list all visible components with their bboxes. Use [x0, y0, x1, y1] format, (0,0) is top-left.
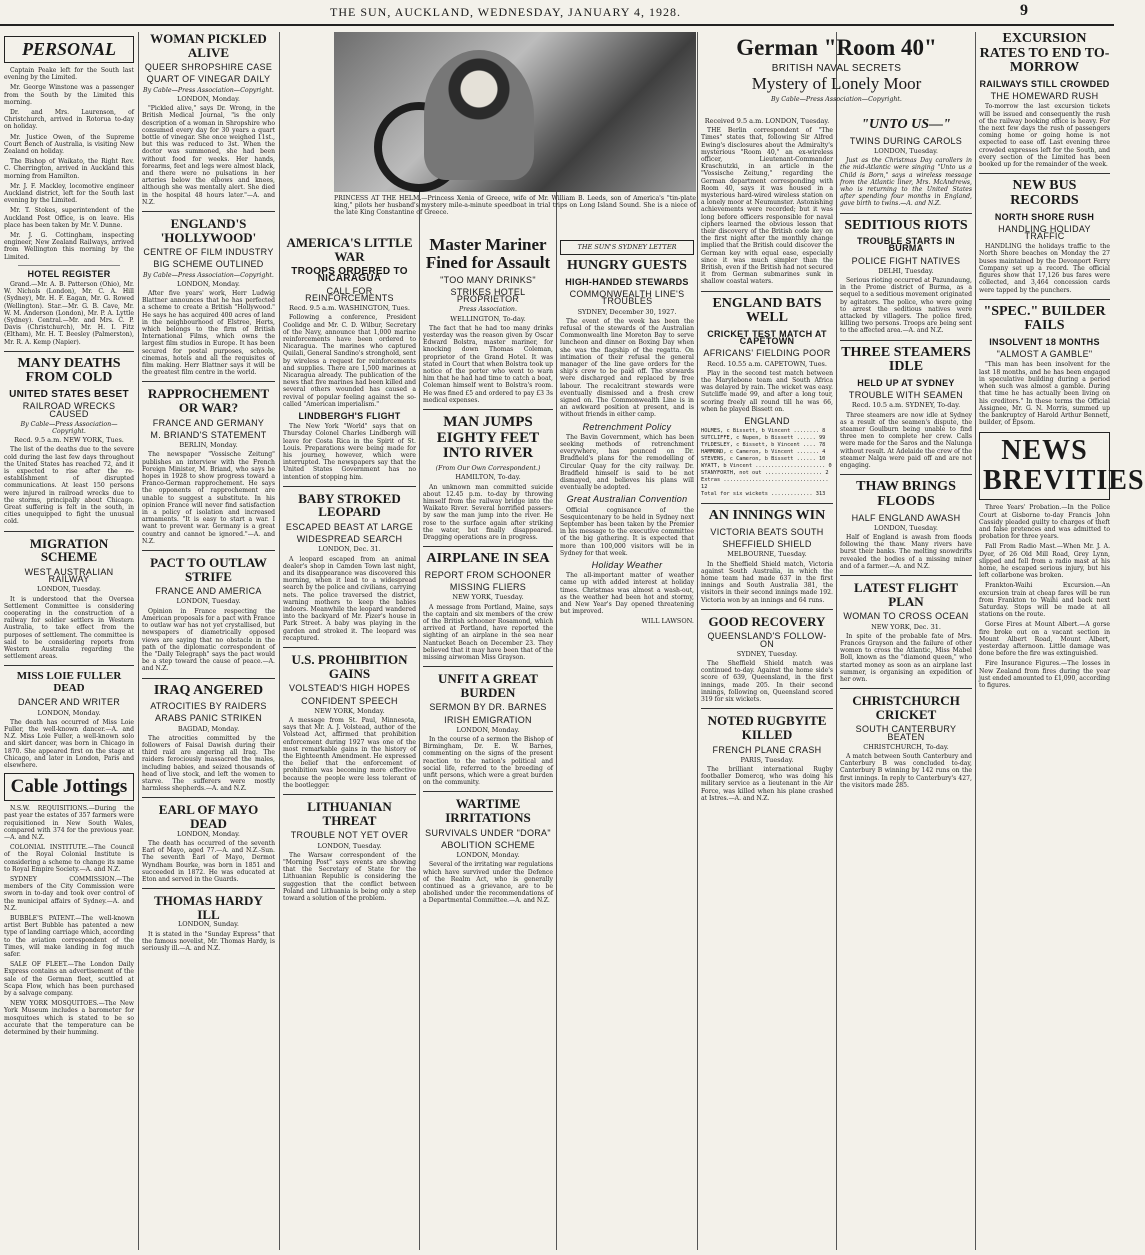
mariner-subhead-2: STRIKES HOTEL PROPRIETOR: [450, 286, 526, 305]
divider: [142, 381, 275, 382]
iraq-dateline: BAGDAD, Monday.: [177, 724, 240, 733]
england-bats-body: Play in the second test match between the Marylebone team and South Africa was delayed by rain. The wicket was easy. Sutcliffe made 99, and after a long tour, scoring freely all round till he was 66, when he played Bissett on.: [701, 369, 833, 413]
mariner-dateline: WELLINGTON, To-day.: [450, 314, 526, 323]
divider: [142, 211, 275, 212]
builder-subhead-2: "ALMOST A GAMBLE": [996, 349, 1093, 360]
prohibition-body: A message from St. Paul, Minnesota, says that Mr. A. J. Volstead, author of the Volstead Act, affirmed that prohibition enforcement during 1927 was one of the most remarkable gains in the history of the Eighteenth Amendment. He expressed the belief that the enforcement of prohibition was becoming more effective because the people were less tolerant of the bootlegger.: [283, 716, 416, 789]
hotel-body: Grand.—Mr. A. B. Patterson (Ohio), Mr. W. Nichols (London), Mr. C. A. Hill (Sydney), Mr. H. F. Eagan, Mr. G. Rowed (Wellington). Star.—Mr. G. B. Cave, Mr. W. M. Anderson (London), Mr. P. A. Lyttle (Sydney). Central.—Mr. and Mrs. C. P. Davis (Christchurch), Mr. H. I. Fitz (Eltham), Mr. H. T. Beesley (Palmerston), Mr. R. A. Kemp (Napier).: [4, 280, 134, 346]
hardy-headline: THOMAS HARDY ILL: [154, 893, 263, 922]
prohibition-dateline: NEW YORK, Monday.: [314, 706, 385, 715]
hollywood-subhead: CENTRE OF FILM INDUSTRY: [143, 247, 274, 258]
floods-body: Half of England is awash from floods following the thaw. Many rivers have burst their banks. The melting snowdrifts revealed the bodies of a missing miner and of a farmer.—A. and N.Z.: [840, 534, 972, 570]
cable-item: BUBBLE'S PATENT.—The well-known artist Bert Bubble has patented a new type of landing carriage which, according to the aviation correspondent of the Times, will make landing in fog much safer.: [4, 915, 134, 959]
river-dateline: HAMILTON, To-day.: [455, 473, 521, 482]
leopard-subhead-2: WIDESPREAD SEARCH: [296, 534, 403, 545]
mayo-body: The death has occurred of the seventh Earl of Mayo, aged 77.—A. and N.Z.-Sun. The seventh Earl of Mayo, Dermot Wyndham Bourke, was born in 1851 and succeeded in 1872. He was educated at Eton and served in the Guards.: [142, 839, 275, 883]
england-bats-dateline: Recd. 10.55 a.m. CAPETOWN, Tues.: [707, 359, 827, 368]
recovery-headline: GOOD RECOVERY: [708, 613, 826, 629]
wartime-body: Several of the irritating war regulations which have survived under the Defence of the Realm Act, who is generally continued as a grievance, are to be abolished under the recommendations of a Departmental Committee.—A. and N.Z.: [423, 861, 553, 905]
hotel-heading: HOTEL REGISTER: [27, 268, 111, 279]
mariner-subhead: "TOO MANY DRINKS": [440, 274, 536, 285]
convention-heading: Great Australian Convention: [566, 494, 688, 505]
floods-subhead: HALF ENGLAND AWASH: [851, 512, 961, 523]
divider: [840, 575, 972, 576]
personal-item: Mr. T. Stokes, superintendent of the Auckland Post Office, is on leave. His place has been taken by Mr. V. Dunne.: [4, 207, 134, 229]
score-row: STANYFORTH, not out .................. 2: [701, 470, 829, 477]
prohibition-headline: U.S. PROHIBITION GAINS: [291, 652, 408, 681]
photo-caption: PRINCESS AT THE HELM.—Princess Xenia of Greece, wife of Mr. William B. Leeds, son of America's "tin-plate king," pilots her husband's mystery mile-a-minute speedboat in trial trips on Long Island Sound. She is a niece of the late King Constantine of Greece.: [334, 195, 696, 217]
airplane-dateline: NEW YORK, Tuesday.: [452, 593, 524, 602]
room40-byline: By Cable—Press Association—Copyright.: [771, 96, 902, 104]
divider: [840, 340, 972, 341]
deaths-subhead: UNITED STATES BESET: [9, 389, 129, 401]
fuller-dateline: LONDON, Monday.: [37, 708, 101, 717]
brevity-item: Frankton-Waihi Excursion.—An excursion train at cheap fares will be run from Frankton to Waihi and back next Saturday. Stops will be made at all stations on the route.: [979, 582, 1110, 619]
retrenchment-heading: Retrenchment Policy: [582, 421, 672, 432]
pact-headline: PACT TO OUTLAW STRIFE: [150, 555, 267, 584]
column-1: [4, 32, 134, 1250]
pickled-byline: By Cable—Press Association—Copyright.: [143, 86, 274, 94]
fuller-headline: MISS LOIE FULLER DEAD: [16, 670, 122, 694]
flight-subhead: WOMAN TO CROSS OCEAN: [843, 611, 969, 622]
personal-section: [4, 36, 134, 63]
iraq-headline: IRAQ ANGERED: [153, 682, 264, 698]
bus-subhead: NORTH SHORE RUSH: [994, 211, 1095, 222]
column-6: [701, 118, 833, 1250]
personal-heading: PERSONAL: [21, 39, 117, 59]
divider: [840, 474, 972, 475]
column-rule: [975, 32, 976, 1250]
steamers-subhead: HELD UP AT SYDNEY: [857, 378, 955, 389]
column-2: [142, 32, 275, 1250]
innings-headline: AN INNINGS WIN: [708, 508, 826, 524]
america-dateline: Recd. 9.5 a.m. WASHINGTON, Tues.: [289, 304, 410, 313]
princess-figure-illustration: [424, 50, 534, 180]
room40-subhead: BRITISH NAVAL SECRETS: [771, 63, 902, 75]
bus-subhead-2: HANDLING HOLIDAY TRAFFIC: [998, 223, 1091, 242]
hungry-body: The event of the week has been the refusal of the stewards of the Australian Commonwealth line Moreton Bay to serve luncheon and dinner on Boxing Day when she was the flagship of the regatta. On intimation of their refusal the general manager of the line gave orders for the ship's crew to be paid off. The stewards were discharged and replaced by free labour. The recalcitrant stewards were eventually dismissed and a fresh crew signed on. The Commonwealth Line is in an awkward position at present, and is without friends in either camp.: [560, 317, 694, 419]
hungry-headline: HUNGRY GUESTS: [567, 258, 687, 274]
excursion-subhead-2: THE HOMEWARD RUSH: [990, 91, 1099, 102]
cable-item: NEW YORK MOSQUITOES.—The New York Museum includes a barometer for mosquitoes which is stated to be so accurate that the temperature can be determined by their humming.: [4, 1000, 134, 1037]
personal-item: Mr. George Winstone was a passenger from the South by the Limited this morning.: [4, 84, 134, 106]
personal-item: Captain Peake left for the South last evening by the Limited.: [4, 66, 134, 82]
photo-image: [334, 32, 696, 192]
mayo-headline: EARL OF MAYO DEAD: [158, 802, 259, 832]
cricket-subhead: SOUTH CANTERBURY BEATEN: [855, 724, 957, 742]
hungry-dateline: SYDNEY, December 30, 1927.: [577, 307, 677, 316]
pact-subhead: FRANCE AND AMERICA: [155, 586, 262, 597]
prohibition-subhead: VOLSTEAD'S HIGH HOPES: [288, 683, 411, 694]
hardy-dateline: LONDON, Sunday.: [177, 920, 239, 929]
prohibition-subhead-2: CONFIDENT SPEECH: [301, 695, 398, 706]
riots-body: Serious rioting occurred at Pazundaung, in the Prome district of Burma, as a sequel to a seditious movement originated by agitators. The police, who were going to arrest the seditious natives were attacked by villagers. The police fired, killing two persons. Troops are being sent to the affected area.—A. and N.Z.: [840, 277, 972, 335]
hollywood-body: After five years' work, Herr Ludwig Blattner announces that he has perfected a scheme to create a British "Hollywood." He says he has acquired 400 acres of land in the neighbourhood of Elstree, Herts, which belongs to the firm of British International Films, which owns the largest film studios in Europe. It has been secured for postal purposes, schools, cinemas, hotels and all the requisites of film making. Herr Blattner says it will be the greatest film centre in the world.: [142, 290, 275, 377]
bus-body: HANDLING the holidays traffic to the North Shore beaches on Monday the 27 buses maintained by the Devonport Ferry Company set up a record. The official figures show that 17,126 bus fares were collected, and 3,464 concession cards were tapped by the punchers.: [979, 243, 1110, 294]
cable-item: N.S.W. REQUISITIONS.—During the past year the estates of 357 farmers were requisitioned in New South Wales, compared with 374 for the previous year.—A. and N.Z.: [4, 805, 134, 842]
score-row: HOLMES, c Bissett, b Vincent ........ 8: [701, 428, 826, 435]
innings-subhead: VICTORIA BEATS SOUTH: [710, 526, 824, 537]
pickled-body: "Pickled alive," says Dr. Wrong, in the British Medical Journal, "is the only description of a woman in Shropshire who consumed every day for 30 years a quart bottle of vinegar. She once weighed 11st., but this was reduced to 3st. When the doctor was summoned, she had been without food for weeks. Her hands, forearms, feet and legs were almost black, and there were no pulsations in her arteries below the elbows and knees, although she was mentally alert. She died in the hospital 48 hours later."—A. and N.Z.: [142, 105, 275, 206]
cricket-body: A match between South Canterbury and Canterbury B was concluded to-day, Canterbury B winning by 142 runs on the first innings. In reply to Canterbury's 427, the visitors made 285.: [840, 753, 972, 789]
divider: [701, 609, 833, 610]
builder-headline: "SPEC." BUILDER FAILS: [983, 303, 1106, 334]
cricket-headline: CHRISTCHURCH CRICKET: [852, 693, 960, 722]
airplane-subhead: REPORT FROM SCHOONER: [424, 569, 552, 580]
cable-jottings-heading: Cable Jottings: [10, 776, 128, 798]
deaths-dateline: Recd. 9.5 a.m. NEW YORK, Tues.: [14, 436, 124, 445]
builder-body: "This man has been insolvent for the last 18 months, and he has been engaged in speculative building during a period when such was almost a gamble. During that time he has actually been living on his creditors." In these terms the Official Assignee, Mr. G. N. Morris, summed up the bankruptcy of Harold Arthur Bennett, builder, of Epsom.: [979, 361, 1110, 427]
divider: [840, 213, 972, 214]
column-rule: [836, 32, 837, 1250]
divider: [840, 688, 972, 689]
builder-subhead: INSOLVENT 18 MONTHS: [989, 337, 1100, 348]
personal-item: Mr. Justice Owen, of the Supreme Court Bench of Australia, is visiting New Zealand on holiday.: [4, 133, 134, 155]
unto-body: Just as the Christmas Day carollers in the mid-Atlantic were singing "Unto us a Child is Born," says a wireless message from the Atlantic liner, Mrs. McAndrews, who is returning to the United States after spending four months in England, gave birth to twins.—A. and N.Z.: [840, 157, 972, 208]
unfit-subhead-2: IRISH EMIGRATION: [444, 714, 532, 725]
divider: [979, 173, 1110, 174]
unto-headline: "UNTO US—": [861, 117, 951, 132]
score-row: WYATT, b Vincent ...................... 0: [701, 463, 832, 470]
column-4: [423, 236, 553, 1250]
score-row: TYLDESLEY, c Bissett, b Vincent .... 78: [701, 442, 826, 449]
recovery-body: The Sheffield Shield match was continued to-day. Against the home side's score of 639, Queensland, in the first innings, made 205. In their second innings, following on, Queensland scored 319 for six wickets.: [701, 660, 833, 704]
news-brevities-heading: NEWS BREVITIES: [983, 435, 1145, 497]
column-7: [840, 118, 972, 1250]
convention-body: Official cognisance of the Sesquicentenary to be held in Sydney next September has been taken by the Premier in his message to the executive committee of the big gathering. It is expected that more than 100,000 visitors will be in Sydney for that week.: [560, 506, 694, 557]
lindbergh-body: The New York "World" says that on Thursday Colonel Charles Lindbergh will leave for Costa Rica in the Spirit of St. Louis. Preparations were being made for his journey, however, which were interrupted. The newspapers say that the United States Government has no intention of stopping him.: [283, 423, 416, 481]
river-byline: (From Our Own Correspondent.): [435, 465, 541, 473]
divider: [423, 666, 553, 667]
floods-dateline: LONDON, Tuesday.: [874, 523, 938, 532]
column-rule: [138, 32, 139, 1250]
england-bats-subhead-2: AFRICANS' FIELDING POOR: [703, 348, 831, 359]
sydney-letter-label: THE SUN'S SYDNEY LETTER: [577, 243, 677, 251]
unfit-body: In the course of a sermon the Bishop of Birmingham, Dr. E. W. Barnes, commenting on the signs of the present reaction to the nation's political and social life, referred to the breeding of unfit persons, which were a great burden on the community.: [423, 736, 553, 787]
pickled-subhead: QUEER SHROPSHIRE CASE: [144, 62, 273, 73]
score-row: Extras ................................. 12: [701, 477, 829, 491]
hungry-subhead: HIGH-HANDED STEWARDS: [565, 276, 689, 287]
personal-item: The Bishop of Waikato, the Right Rev. C. Cherrington, arrived in Auckland this morning from Hamilton.: [4, 158, 134, 180]
river-headline: MAN JUMPS EIGHTY FEET INTO RIVER: [436, 413, 540, 462]
rapprochement-headline: RAPPROCHEMENT OR WAR?: [147, 386, 270, 416]
divider: [423, 409, 553, 410]
pickled-subhead-2: QUART OF VINEGAR DAILY: [146, 74, 271, 85]
personal-item: Mr. J. F. Mackley, locomotive engineer Auckland district, left for the South last evening by the Limited.: [4, 182, 134, 205]
bus-headline: NEW BUS RECORDS: [1010, 178, 1079, 208]
masthead: [0, 0, 1114, 26]
steamers-dateline: Recd. 10.5 a.m. SYDNEY, To-day.: [851, 401, 961, 410]
airplane-body: A message from Portland, Maine, says the captain and six members of the crew of the British schooner Rosamond, which arrived at Portland, have reported the sighting of an airplane in the sea near Nantucket Beach on December 23. They believed that it may have been that of the missing airwoman Miss Grayson.: [423, 603, 553, 661]
steamers-headline: THREE STEAMERS IDLE: [841, 344, 971, 375]
divider: [283, 794, 416, 795]
innings-dateline: MELBOURNE, Tuesday.: [727, 550, 807, 559]
deaths-byline: By Cable—Press Association—Copyright.: [20, 420, 118, 435]
wartime-subhead-2: ABOLITION SCHEME: [441, 839, 535, 850]
unto-subhead: TWINS DURING CAROLS: [849, 135, 963, 146]
hollywood-byline: By Cable—Press Association—Copyright.: [143, 271, 274, 279]
england-bats-headline: ENGLAND BATS WELL: [712, 295, 822, 326]
leopard-body: A leopard escaped from an animal dealer's shop in Camden Town last night, and its disappearance was discovered this morning, when it lead to a widespread search by the police and civilians, carrying nets. The police traversed the district, warning mothers to keep the babies indoors. Meanwhile the leopard wandered into the backyard of Mr. Pizer's house in Park Street. A baby was playing in the garden and stroked it. The leopard was recaptured.: [283, 555, 416, 642]
excursion-body: To-morrow the last excursion tickets will be issued and consequently the rush of the railway booking office is heavy. For the next few days the rush of passengers coming home or going home is not expected to ease off. Last evening three crowded expresses left for the South, and every section of the Limited has been booked up for the remainder of the week.: [979, 103, 1110, 169]
rapprochement-dateline: BERLIN, Monday.: [179, 441, 238, 450]
cable-item: COLONIAL INSTITUTE.—The Council of the Royal Colonial Institute is considering a scheme to change its name to Royal Empire Society.—A. and N.Z.: [4, 844, 134, 873]
iraq-body: The atrocities committed by the followers of Faisal Dawish during their third raid are angering all Iraq. The raiders ferociously massacred the males, including babies, and seized thousands of head of live stock, and left the women to starve. The sufferers were mostly harmless shepherds.—A. and N.Z.: [142, 734, 275, 793]
pickled-dateline: LONDON, Monday.: [177, 94, 240, 103]
brevity-item: Gorse Fires at Mount Albert.—A gorse fire broke out on a vacant section in Mount Albert Road, Mount Albert, yesterday afternoon. Little damage was done before the fire was extinguished.: [979, 621, 1110, 658]
mariner-body: The fact that he had too many drinks yesterday was the reason given by Oscar Edward Bolstra, master mariner, for knocking down Thomas Coleman, proprietor of the Grand Hotel. It was stated in Court that when Bolstra took up notice of the porter who went to warn him that he had had time to catch a boat, Coleman himself went to Bolstra's room. He was fined £5 and ordered to pay £3 3s medical expenses.: [423, 324, 553, 404]
page-number: 9: [1020, 2, 1028, 19]
brevity-item: Three Years' Probation.—In the Police Court at Gisborne to-day Francis John Cassidy pleaded guilty to charges of theft and false pretences and was admitted to probation for three years.: [979, 504, 1110, 541]
divider: [423, 791, 553, 792]
divider: [4, 351, 134, 352]
unfit-subhead: SERMON BY DR. BARNES: [429, 702, 547, 713]
wartime-subhead: SURVIVALS UNDER "DORA": [425, 827, 551, 838]
riots-subhead: TROUBLE STARTS IN BURMA: [857, 236, 955, 254]
divider: [142, 678, 275, 679]
deaths-headline: MANY DEATHS FROM COLD: [17, 355, 121, 386]
flight-dateline: NEW YORK, Dec. 31.: [871, 622, 941, 631]
leopard-subhead: ESCAPED BEAST AT LARGE: [285, 522, 414, 533]
steamers-body: Three steamers are now idle at Sydney as a result of the seamen's dispute, the steamer Goulburn being unable to find three men to complete her crew. Calls were made for the Saros and the Nalunga without result. At Adelaide the crew of the steamer Nalga were paid off and are not engaging.: [840, 411, 972, 470]
fuller-body: The death has occurred of Miss Loie Fuller, the well-known dancer.—A. and N.Z. Miss Loie Fuller, a well-known solo and skirt dancer, was born in Chicago in 1870. She appeared first on the stage at Chicago, and later in London, Paris and elsewhere.: [4, 718, 134, 770]
wartime-headline: WARTIME IRRITATIONS: [445, 796, 531, 826]
news-brevities-box: [979, 432, 1145, 500]
america-body: Following a conference, President Coolidge and Mr. C. D. Wilbur, Secretary of the Navy, announce that 1,000 marine reinforcements have been ordered to Nicaragua. The marines who captured Quilali, General Sandino's stronghold, sent by wireless a request for reinforcements and supplies. There are 1,500 marines at Nicaragua already. The publication of the news that five marines had been killed and several others wounded has caused a revival of popular feeling against the so-called "American imperialism.": [283, 314, 416, 408]
column-8: [979, 31, 1145, 1250]
unfit-dateline: LONDON, Monday.: [456, 725, 520, 734]
column-5: [560, 236, 694, 1250]
brevity-item: Fall From Radio Mast.—When Mr. J. A. Dyer, of 26 Old Mill Road, Grey Lynn, slipped and fell from a radio mast at his home, he escaped serious injury, but his left collarbone was broken.: [979, 543, 1110, 580]
rugby-body: The brilliant international Rugby footballer Domercq, who was doing his military service as a lieutenant in the Air Force, was killed when his plane crashed at Istres.—A. and N.Z.: [701, 765, 833, 802]
divider: [979, 299, 1110, 300]
divider: [701, 503, 833, 504]
hollywood-headline: ENGLAND'S 'HOLLYWOOD': [160, 215, 257, 245]
score-row: SUTCLIFFE, c Nupen, b Bissett ...... 99: [701, 435, 826, 442]
score-row: STEVENS, c Cameron, b Bissett ...... 10: [701, 456, 826, 463]
migration-subhead: WEST AUSTRALIAN RAILWAY: [24, 566, 114, 585]
pact-body: Opinion in France respecting the American proposals for a pact with France to outlaw war has not yet crystallised, but newspapers of diametrically opposed views are saying that no obstacle in the path of the diplomatic correspondent of the "Daily Telegraph" says the pact would be a step toward the cause of peace.—A. and N.Z.: [142, 607, 275, 673]
airplane-subhead-2: MISSING FLIERS: [449, 582, 527, 593]
score-row: Total for six wickets ............. 313: [701, 491, 826, 498]
hardy-body: It is stated in the "Sunday Express" that the famous novelist, Mr. Thomas Hardy, is seriously ill.—A. and N.Z.: [142, 930, 275, 953]
rapprochement-body: The newspaper "Vossische Zeitung" publishes an interview with the French Foreign Minister, M. Briand, who says he hopes in 1928 to show progress toward a Franco-German rapprochement. He says the opponents of rapprochement are unable to suggest a substitute. In his opinion France will never find satisfaction in a policy of isolation and increased armaments. "It is easy to start a war. I want to prevent war. Germany is a great country and cannot be ignored."—A. and N.Z.: [142, 451, 275, 545]
scorecard-heading: ENGLAND: [744, 416, 790, 427]
photo-princess: [334, 32, 696, 232]
leopard-headline: BABY STROKED LEOPARD: [298, 490, 401, 520]
hollywood-dateline: LONDON, Monday.: [177, 279, 240, 288]
riots-headline: SEDITIOUS RIOTS: [844, 217, 968, 233]
deaths-subhead-2: RAILROAD WRECKS CAUSED: [22, 401, 116, 419]
signoff: WILL LAWSON.: [641, 617, 694, 626]
rugby-dateline: PARIS, Tuesday.: [740, 755, 794, 764]
divider: [142, 797, 275, 798]
personal-item: Mr. J. G. Cottingham, inspecting engineer, New Zealand Railways, arrived from Wellington this morning by the Limited.: [4, 231, 134, 261]
innings-subhead-2: SHEFFIELD SHIELD: [722, 539, 812, 550]
iraq-subhead-2: ARABS PANIC STRIKEN: [154, 713, 263, 724]
lithuania-subhead: TROUBLE NOT YET OVER: [290, 830, 409, 841]
masthead-title: THE SUN, AUCKLAND, WEDNESDAY, JANUARY 4, 1928.: [330, 5, 682, 19]
cable-item: SALE OF FLEET.—The London Daily Express contains an advertisement of the sale of the German fleet, scuttled at Scapa Flow, which has been purchased by a salvage company.: [4, 961, 134, 998]
divider: [423, 546, 553, 547]
personal-item: Dr. and Mrs. Laurenson, of Christchurch, arrived in Rotorua to-day on holiday.: [4, 108, 134, 131]
lindbergh-heading: LINDBERGH'S FLIGHT: [298, 410, 401, 421]
leopard-dateline: LONDON, Dec. 31.: [318, 545, 381, 554]
weather-heading: Holiday Weather: [591, 560, 663, 570]
mariner-headline: Master Mariner Fined for Assault: [425, 235, 551, 272]
retrenchment-body: The Bavin Government, which has been seeking methods of retrenchment everywhere, has pounced on Dr. Bradfield's plans for the remodelling of Circular Quay for the city railway. Dr. Bradfield himself is said to be not dismayed, and believes his plans will eventually be adopted.: [560, 433, 694, 492]
divider: [701, 291, 833, 292]
divider: [283, 647, 416, 648]
america-subhead-2: CALL FOR REINFORCEMENTS: [305, 285, 394, 303]
wartime-dateline: LONDON, Monday.: [456, 851, 520, 860]
flight-headline: LATEST FLIGHT PLAN: [854, 580, 958, 609]
divider: [701, 708, 833, 709]
migration-dateline: LONDON, Tuesday.: [37, 585, 101, 594]
mariner-byline: Press Association.: [459, 306, 517, 314]
divider: [142, 550, 275, 551]
recovery-subhead: QUEENSLAND'S FOLLOW-ON: [707, 631, 827, 649]
unto-dateline: LONDON, Tuesday.: [874, 146, 938, 155]
rapprochement-subhead-2: M. BRIAND'S STATEMENT: [150, 429, 267, 440]
pickled-headline: WOMAN PICKLED ALIVE: [150, 31, 267, 60]
america-subhead: TROOPS ORDERED TO NICARAGUA: [291, 266, 408, 285]
hollywood-subhead-2: BIG SCHEME OUTLINED: [153, 259, 264, 270]
divider: [4, 531, 134, 532]
sydney-letter-box: [560, 240, 694, 255]
hungry-subhead-2: COMMONWEALTH LINE'S TROUBLES: [569, 289, 685, 307]
fuller-subhead: DANCER AND WRITER: [17, 697, 121, 708]
cricket-dateline: CHRISTCHURCH, To-day.: [863, 742, 949, 751]
lithuania-body: The Warsaw correspondent of the "Morning Post" says events are showing that the Secretary of State for the Lithuanian Republic is considering the suggestion that the conflict between Poland and Lithuania is being only a step toward a solution of the problem.: [283, 851, 416, 902]
migration-body: It is understood that the Oversea Settlement Committee is considering cooperating in the construction of a railway for soldier settlers in Western Australia, to take effect from the purposes of settlement. The committee is said to be considering reports from Western Australia regarding the settlement areas.: [4, 595, 134, 661]
divider: [283, 486, 416, 487]
recovery-dateline: SYDNEY, Tuesday.: [736, 649, 798, 658]
america-headline: AMERICA'S LITTLE WAR: [286, 235, 413, 264]
column-rule: [697, 32, 698, 1250]
rapprochement-subhead: FRANCE AND GERMANY: [152, 417, 265, 428]
column-3: [283, 236, 416, 1250]
room40-headline-2: Mystery of Lonely Moor: [751, 74, 922, 94]
unfit-headline: UNFIT A GREAT BURDEN: [438, 671, 538, 700]
england-bats-subhead: CRICKET TEST MATCH AT CAPETOWN: [707, 329, 827, 347]
riots-dateline: DELHI, Tuesday.: [878, 266, 934, 275]
river-body: An unknown man committed suicide about 12.45 p.m. to-day by throwing himself from the railway bridge into the Waikato River. Several horrified passers-by saw the man jump into the river. He rose to the surface again after striking the water, but finally disappeared. Dragging operations are in progress.: [423, 483, 553, 542]
iraq-subhead: ATROCITIES BY RAIDERS: [150, 701, 267, 712]
innings-body: In the Sheffield Shield match, Victoria against South Australia, in which the home team had made 637 in the first innings and South Australia 381, the visitors in their second innings made 192. Victoria won by an innings and 64 runs.: [701, 560, 833, 604]
lithuania-headline: LITHUANIAN THREAT: [307, 799, 392, 828]
divider: [18, 265, 120, 266]
airplane-headline: AIRPLANE IN SEA: [426, 551, 550, 567]
divider: [4, 665, 134, 666]
cable-item: SYDNEY COMMISSION.—The members of the City Commission were sworn in to-day and took over control of the municipal affairs of Sydney.—A. and N.Z.: [4, 876, 134, 912]
steamers-subhead-2: TROUBLE WITH SEAMEN: [848, 390, 964, 401]
excursion-subhead: RAILWAYS STILL CROWDED: [979, 79, 1110, 90]
riots-subhead-2: POLICE FIGHT NATIVES: [851, 255, 961, 266]
room40-headline: German "Room 40": [736, 35, 937, 60]
cable-jottings-section: [4, 773, 134, 801]
divider: [142, 888, 275, 889]
score-row: HAMMOND, c Cameron, b Vincent ....... 4: [701, 449, 826, 456]
weather-body: The all-important matter of weather came up with added interest at holiday times. Christmas was almost a wash-out, as the weather had been hot and stormy, and New Year's Day opened threatening but improved.: [560, 572, 694, 616]
deaths-body: The list of the deaths due to the severe cold during the last few days throughout the United States has reached 72, and it is expected to rise after the re-establishment of disrupted communications. At least 150 persons were injured in railroad wrecks due to the storms, principally about Chicago. Great suffering is felt in the south, in cities unequipped to fight the unusual cold.: [4, 446, 134, 526]
migration-headline: MIGRATION SCHEME: [29, 535, 109, 565]
column-rule: [279, 32, 280, 1250]
rugby-subhead: FRENCH PLANE CRASH: [712, 744, 822, 755]
lithuania-dateline: LONDON, Tuesday.: [317, 841, 382, 850]
rugby-headline: NOTED RUGBYITE KILLED: [707, 713, 827, 742]
flight-body: In spite of the probable fate of Mrs. Frances Grayson and the failure of other women to cross the Atlantic, Miss Mabel Boll, known as the "diamond queen," who started money as soon as an airplane last summer, is organising an expedition of her own.: [840, 632, 972, 683]
pact-dateline: LONDON, Tuesday.: [176, 597, 241, 606]
room40-dateline: Received 9.5 a.m. LONDON, Tuesday.: [704, 117, 830, 125]
brevity-item: Fire Insurance Figures.—The losses in New Zealand from fires during the year just ended amounted to £1,090, according to figures.: [979, 660, 1110, 689]
mayo-dateline: LONDON, Monday.: [177, 829, 240, 838]
room40-body: THE Berlin correspondent of "The Times" states that, following Sir Alfred Ewing's disclosures about the Admiralty's mysterious "Room 40," an ex-wireless officer, Lieutenant-Commander Kraschutzki, in an article in the "Vossische Zeitung," regarding the German department corresponding with Room 40, says it was housed in a mysterious hard-wired wireless station on a lonely moor at Neumunster. Astonishing achievements were recorded; but it was long before officers responsible for naval ciphers learned the obvious lesson that their discovery of the British code key on the first night after the monthly change implied that the British could discover the German key with equal ease, especially since it was much simpler than the British, even if the British had not secured it from German submarines sunk in shallow coastal waters.: [701, 127, 833, 286]
excursion-headline: EXCURSION RATES TO END TO-MORROW: [979, 31, 1110, 76]
scorecard: [701, 428, 833, 498]
floods-headline: THAW BRINGS FLOODS: [856, 479, 956, 509]
